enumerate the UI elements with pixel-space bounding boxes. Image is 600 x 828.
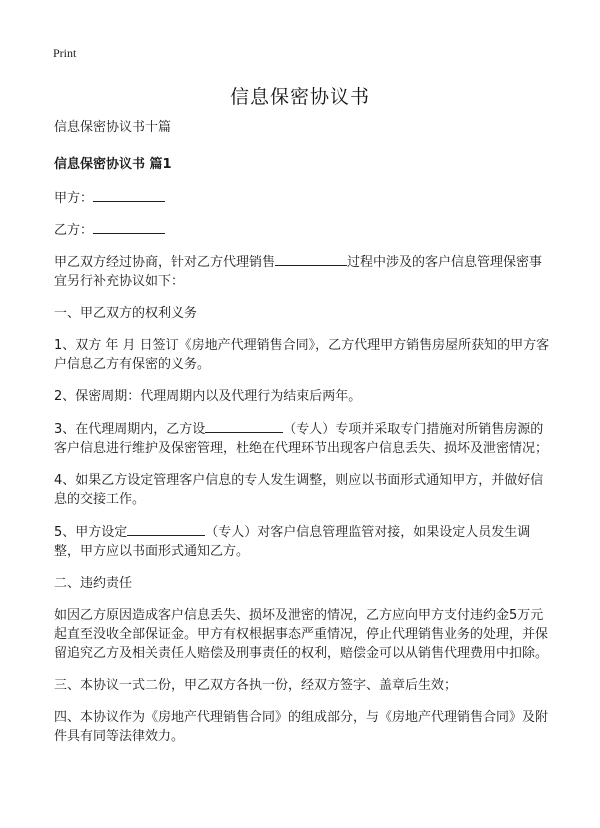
document-title: 信息保密协议书	[229, 86, 370, 108]
clause-3-after: （专人）专项并采取专门措施对所销售房源的客户信息进行维护及保密管理，杜绝在代理环节出现客户信息丢失、损坏及泄密情况；	[54, 422, 549, 456]
party-a-label: 甲方：	[54, 191, 94, 206]
intro-text-before: 甲乙双方经过协商，针对乙方代理销售	[54, 255, 276, 270]
clause-5-before: 5、甲方设定	[54, 525, 128, 540]
section-title: 信息保密协议书 篇1	[54, 157, 172, 172]
clause-1: 1、双方 年 月 日签订《房地产代理销售合同》，乙方代理甲方销售房屋所获知的甲方客户信息乙方有保密的义务。	[54, 338, 550, 372]
party-a-line	[54, 188, 554, 208]
clause-5-blank	[127, 522, 205, 536]
clause-2: 2、保密周期：代理周期内以及代理行为结束后两年。	[54, 389, 362, 404]
document-body	[54, 118, 554, 759]
clause-legal-effect: 四、本协议作为《房地产代理销售合同》的组成部分，与《房地产代理销售合同》及附件具有同等法律效力。	[54, 710, 549, 744]
clause-3-before: 3、在代理周期内，乙方设	[54, 422, 206, 437]
party-a-blank	[93, 188, 165, 202]
clause-3	[54, 419, 554, 458]
party-b-blank	[93, 220, 165, 234]
heading-breach-liability: 二、违约责任	[54, 576, 133, 591]
heading-rights-obligations: 一、甲乙双方的权利义务	[54, 306, 198, 321]
clause-5-after: （专人）对客户信息管理监管对接，如果设定人员发生调整，甲方应以书面形式通知乙方。	[54, 525, 531, 559]
intro-text-after: 过程中涉及的客户信息管理保密事宜另行补充协议如下：	[54, 255, 543, 289]
clause-3-blank	[205, 419, 283, 433]
clause-5	[54, 522, 554, 561]
breach-paragraph: 如因乙方原因造成客户信息丢失、损坏及泄密的情况，乙方应向甲方支付违约金5万元起直至没收全部保证金。甲方有权根据事态严重情况，停止代理销售业务的处理，并保留追究乙方及相关责任人赔偿及刑事责任的权利，赔偿金可以从销售代理费用中扣除。	[54, 608, 549, 661]
party-b-label: 乙方：	[54, 223, 94, 238]
document-subtitle: 信息保密协议书十篇	[54, 120, 172, 135]
clause-4: 4、如果乙方设定管理客户信息的专人发生调整，则应以书面形式通知甲方，并做好信息的交接工作。	[54, 473, 544, 507]
intro-blank	[275, 252, 347, 266]
clause-copies: 三、本协议一式二份，甲乙双方各执一份，经双方签字、盖章后生效；	[54, 678, 458, 693]
party-b-line	[54, 220, 554, 240]
intro-paragraph	[54, 252, 554, 291]
print-link[interactable]: Print	[53, 46, 77, 60]
